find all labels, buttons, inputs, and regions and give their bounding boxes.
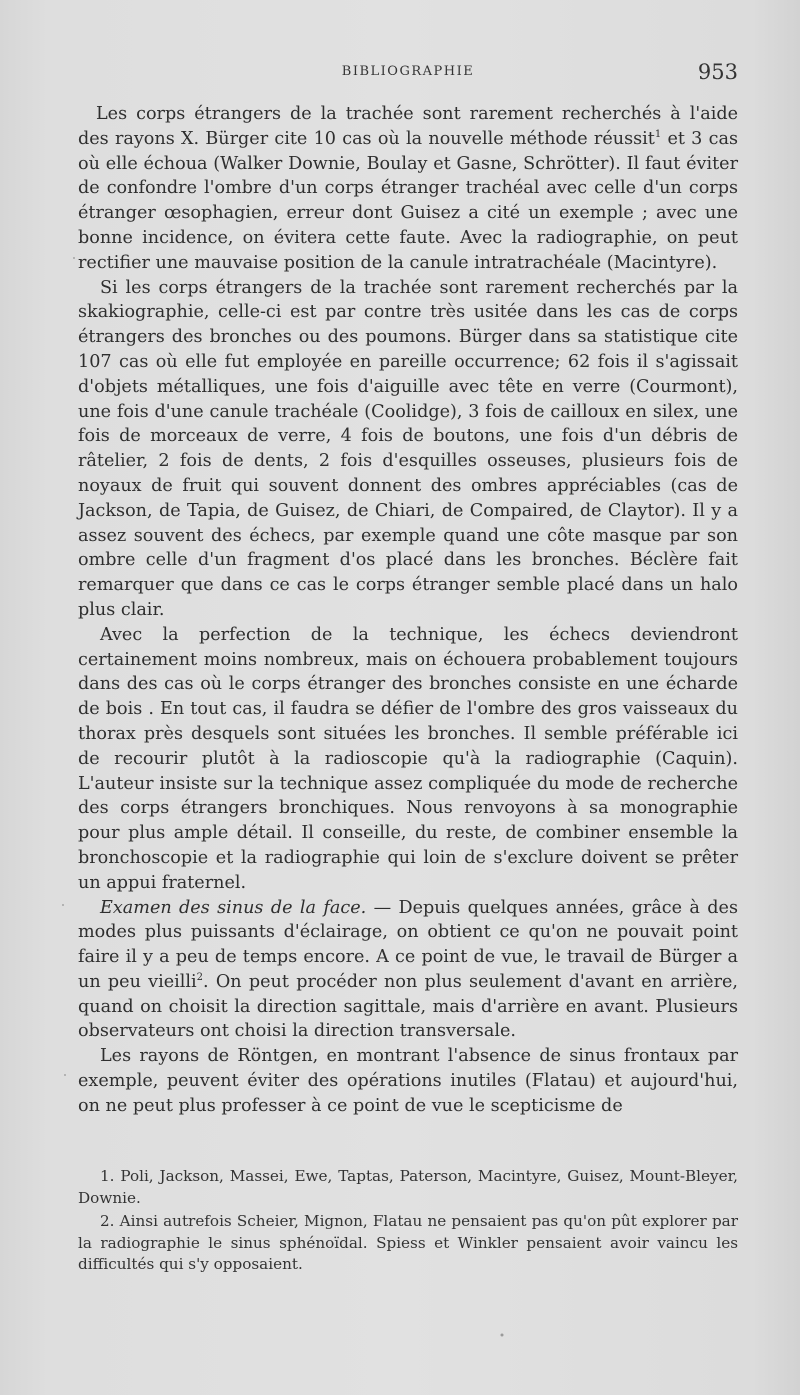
footnote-ref-1: 1	[654, 128, 662, 140]
section-heading-italic: Examen des sinus de la face.	[100, 897, 367, 918]
page-number: 953	[697, 60, 738, 84]
footnote-1: 1. Poli, Jackson, Massei, Ewe, Taptas, Paterson, Macintyre, Guisez, Mount-Bleyer, Downie.	[78, 1167, 738, 1207]
paragraph-text-continued: . On peut procéder non plus seulement d'avant en arrière, quand on choisit la direction sagittale, mais d'arrière en avant. Plusieurs observateurs ont choisi la direction transversale.	[78, 971, 739, 1042]
paragraph-bronchial-foreign-bodies: Si les corps étrangers de la trachée sont rarement recherchés par la skakiographie, celle-ci est par contre très usitée dans les cas de corps étrangers des bronches ou des poumons. Bürger dans sa statistique cite 107 cas où elle fut employée en pareille occurrence; 62 fois il s'agissait d'objets métalliques, une fois d'aiguille avec tête en verre (Courmont), une fois d'une canule trachéale (Coolidge), 3 fois de cailloux en silex, une fois de morceaux de verre, 4 fois de boutons, une fois d'un débris de râtelier, 2 fois de dents, 2 fois d'esquilles osseuses, plusieurs fois de noyaux de fruit qui souvent donnent des ombres appréciables (cas de Jackson, de Tapia, de Guisez, de Chiari, de Compaired, de Claytor). Il y a assez souvent des échecs, par exemple quand une côte masque par son ombre celle d'un fragment d'os placé dans les bronches. Béclère fait remarquer que dans ce cas le corps étranger semble placé dans un halo plus clair.	[78, 277, 738, 620]
paragraph-text: — Depuis quelques années, grâce à des modes plus puissants d'éclairage, on obtient ce qu'on ne pouvait point faire il y a peu de temps encore. A ce point de vue, le travail de Bürger a un peu vieilli	[78, 897, 738, 992]
paragraph-text: Les corps étrangers de la trachée sont rarement recherchés à l'aide des rayons X. Bürger cite 10 cas où la nouvelle méthode réussit	[78, 104, 738, 149]
paragraph-rontgen-rays: Les rayons de Röntgen, en montrant l'absence de sinus frontaux par exemple, peuvent éviter des opérations inutiles (Flatau) et aujourd'hui, on ne peut plus professer à ce point de vue le scepticisme de	[78, 1046, 738, 1116]
footnote-ref-2: 2	[196, 971, 204, 983]
running-title: BIBLIOGRAPHIE	[341, 64, 475, 79]
paragraph-technique: Avec la perfection de la technique, les échecs deviendront certainement moins nombreux, mais on échouera probablement toujours dans des cas où le corps étranger des bronches consiste en une écharde de bois . En tout cas, il faudra se défier de l'ombre des gros vaisseaux du thorax près desquels sont situées les bronches. Il semble préférable ici de recourir plutôt à la radioscopie qu'à la radiographie (Caquin). L'auteur insiste sur la technique assez compliquée du mode de recherche des corps étrangers bronchiques. Nous renvoyons à sa monographie pour plus ample détail. Il conseille, du reste, de combiner ensemble la bronchoscopie et la radiographie qui loin de s'exclure doivent se prêter un appui fraternel.	[78, 624, 738, 893]
footnote-2: 2. Ainsi autrefois Scheier, Mignon, Flatau ne pensaient pas qu'on pût explorer par la radiographie le sinus sphénoïdal. Spiess et Winkler pensaient avoir vaincu les difficultés qui s'y opposaient.	[78, 1212, 738, 1274]
paragraph-text-continued: et 3 cas où elle échoua (Walker Downie, Boulay et Gasne, Schrötter). Il faut éviter de confondre l'ombre d'un corps étranger trachéal avec celle d'un corps étranger œsophagien, erreur dont Guisez a cité un exemple ; avec une bonne incidence, on évitera cette faute. Avec la radiographie, on peut rectifier une mauvaise position de la canule intratrachéale (Macintyre).	[78, 128, 739, 273]
